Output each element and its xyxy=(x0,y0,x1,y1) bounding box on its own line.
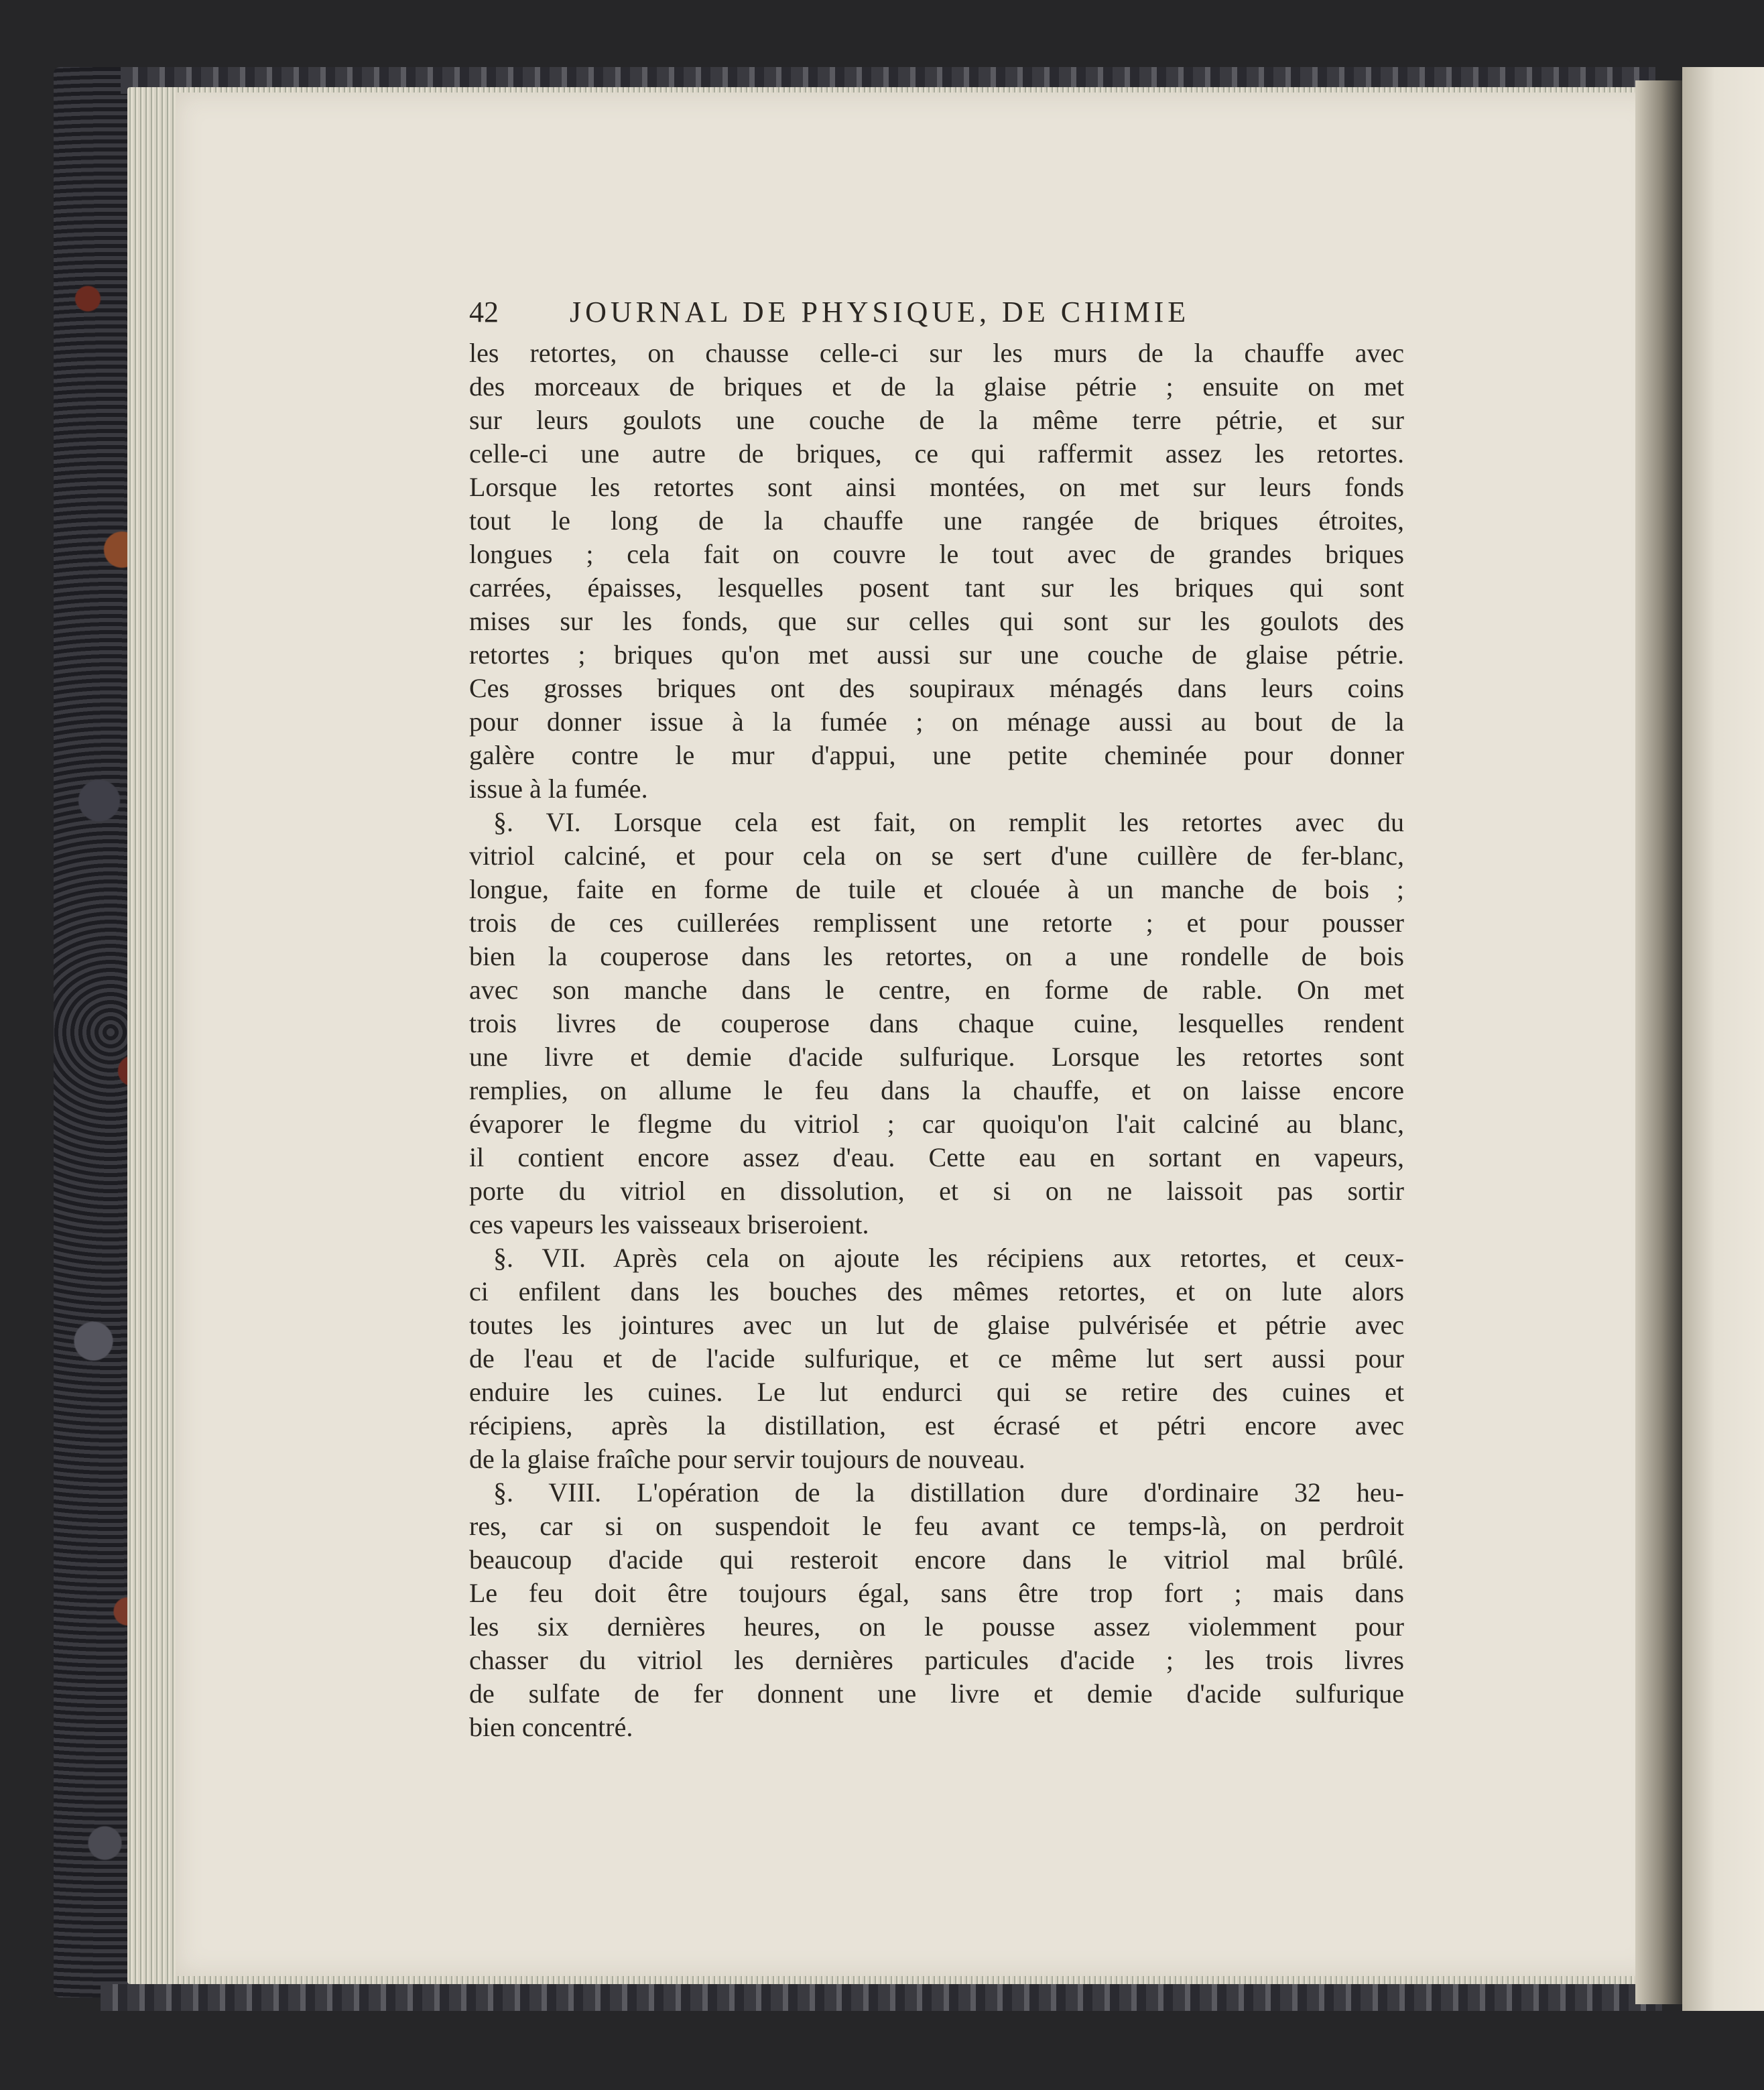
text-line: issue à la fumée. xyxy=(469,774,648,804)
text-line: de la glaise fraîche pour servir toujours de nouveau. xyxy=(469,1444,1025,1474)
text-line: carrées, épaisses, lesquelles posent tant sur les briques qui sont xyxy=(469,572,1404,603)
section-vii-start: §. VII. Après cela on ajoute les récipiens aux retortes, et ceux- xyxy=(493,1243,1404,1273)
text-line: sur leurs goulots une couche de la même terre pétrie, et sur xyxy=(469,405,1404,435)
text-line: de l'eau et de l'acide sulfurique, et ce même lut sert aussi pour xyxy=(469,1343,1404,1373)
text-line: bien la couperose dans les retortes, on a une rondelle de bois xyxy=(469,941,1404,971)
section-vi-start: §. VI. Lorsque cela est fait, on remplit les retortes avec du xyxy=(493,807,1404,837)
text-line: celle-ci une autre de briques, ce qui raffermit assez les retortes. xyxy=(469,438,1404,469)
text-line: mises sur les fonds, que sur celles qui sont sur les goulots des xyxy=(469,606,1404,636)
journal-title: JOURNAL DE PHYSIQUE, DE CHIMIE xyxy=(570,296,1190,328)
text-line: une livre et demie d'acide sulfurique. Lorsque les retortes sont xyxy=(469,1042,1404,1072)
text-line: pour donner issue à la fumée ; on ménage aussi au bout de la xyxy=(469,706,1404,737)
text-line: galère contre le mur d'appui, une petite cheminée pour donner xyxy=(469,740,1404,770)
text-line: ces vapeurs les vaisseaux briseroient. xyxy=(469,1209,869,1239)
text-line: trois de ces cuillerées remplissent une retorte ; et pour pousser xyxy=(469,908,1404,938)
text-line: trois livres de couperose dans chaque cuine, lesquelles rendent xyxy=(469,1008,1404,1038)
text-line: Le feu doit être toujours égal, sans être trop fort ; mais dans xyxy=(469,1578,1404,1608)
text-line: les six dernières heures, on le pousse assez violemment pour xyxy=(469,1611,1404,1642)
text-line: vitriol calciné, et pour cela on se sert d'une cuillère de fer-blanc, xyxy=(469,841,1404,871)
text-line: bien concentré. xyxy=(469,1712,633,1742)
text-line: les retortes, on chausse celle-ci sur les murs de la chauffe avec xyxy=(469,338,1404,368)
text-line: Lorsque les retortes sont ainsi montées, on met sur leurs fonds xyxy=(469,472,1404,502)
text-line: res, car si on suspendoit le feu avant ce temps-là, on perdroit xyxy=(469,1511,1404,1541)
body-text xyxy=(469,336,1404,1744)
text-line: longues ; cela fait on couvre le tout avec de grandes briques xyxy=(469,539,1404,569)
text-line: évaporer le flegme du vitriol ; car quoiqu'on l'ait calciné au blanc, xyxy=(469,1109,1404,1139)
text-line: porte du vitriol en dissolution, et si on ne laissoit pas sortir xyxy=(469,1176,1404,1206)
text-line: ci enfilent dans les bouches des mêmes retortes, et on lute alors xyxy=(469,1276,1404,1306)
binding-gutter xyxy=(1635,80,1682,2004)
text-line: beaucoup d'acide qui resteroit encore dans le vitriol mal brûlé. xyxy=(469,1544,1404,1575)
text-line: il contient encore assez d'eau. Cette eau en sortant en vapeurs, xyxy=(469,1142,1404,1172)
facing-page xyxy=(1682,67,1764,2011)
text-line: retortes ; briques qu'on met aussi sur une couche de glaise pétrie. xyxy=(469,639,1404,670)
text-line: toutes les jointures avec un lut de glaise pulvérisée et pétrie avec xyxy=(469,1310,1404,1340)
page-text-block xyxy=(469,295,1404,1744)
text-line: remplies, on allume le feu dans la chauffe, et on laisse encore xyxy=(469,1075,1404,1105)
page-number: 42 xyxy=(469,296,499,328)
text-line: chasser du vitriol les dernières particules d'acide ; les trois livres xyxy=(469,1645,1404,1675)
text-line: récipiens, après la distillation, est écrasé et pétri encore avec xyxy=(469,1410,1404,1440)
text-line: longue, faite en forme de tuile et clouée à un manche de bois ; xyxy=(469,874,1404,904)
marbled-cover-edge-bottom xyxy=(101,1984,1662,2011)
text-line: enduire les cuines. Le lut endurci qui se retire des cuines et xyxy=(469,1377,1404,1407)
text-line: Ces grosses briques ont des soupiraux ménagés dans leurs coins xyxy=(469,673,1404,703)
text-line: avec son manche dans le centre, en forme de rable. On met xyxy=(469,975,1404,1005)
running-head xyxy=(469,295,1404,336)
text-line: tout le long de la chauffe une rangée de briques étroites, xyxy=(469,505,1404,536)
text-line: des morceaux de briques et de la glaise pétrie ; ensuite on met xyxy=(469,371,1404,402)
text-line: de sulfate de fer donnent une livre et demie d'acide sulfurique xyxy=(469,1678,1404,1709)
section-viii-start: §. VIII. L'opération de la distillation dure d'ordinaire 32 heu- xyxy=(493,1477,1404,1508)
